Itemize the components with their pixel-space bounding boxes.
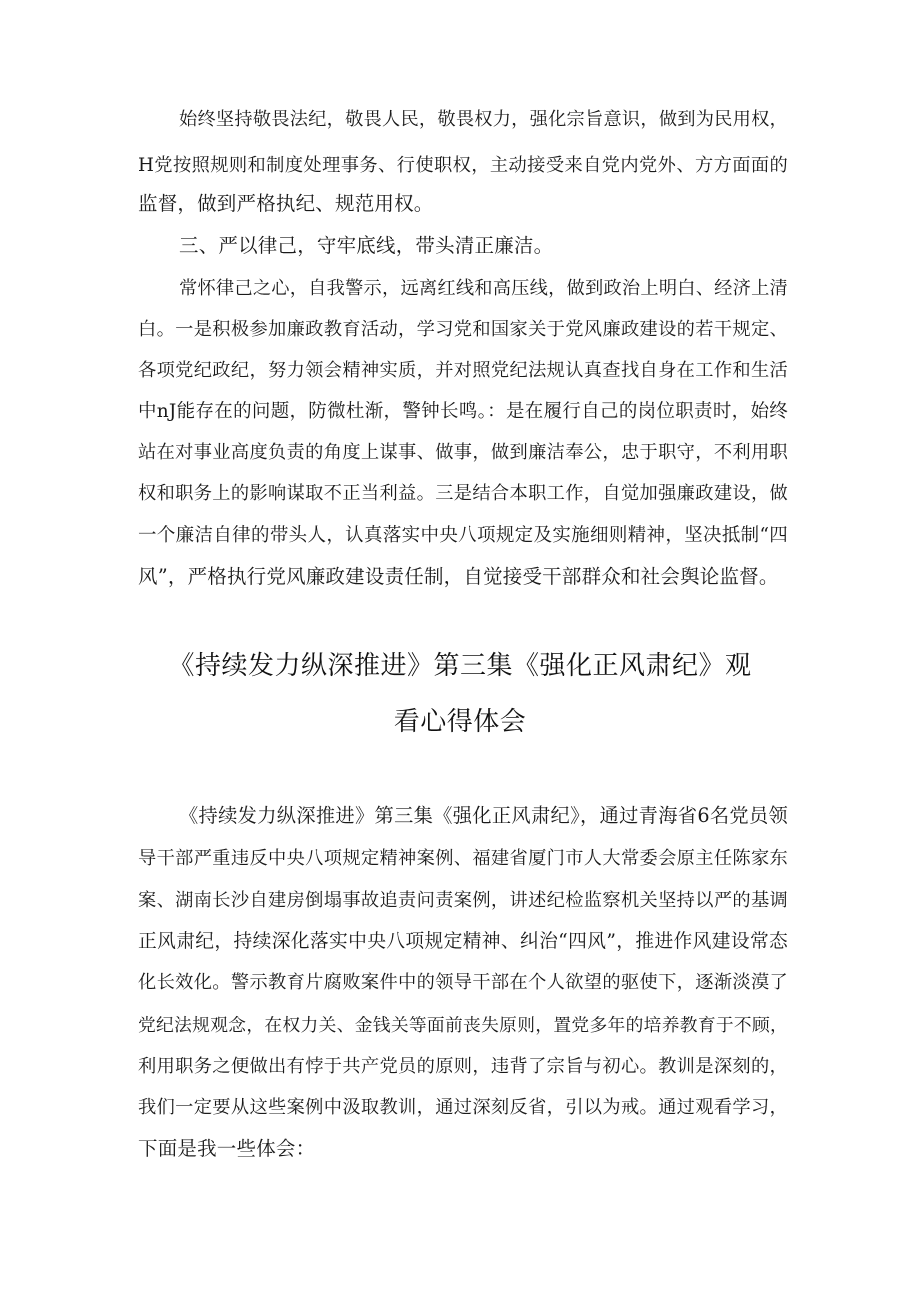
paragraph-line: 各项党纪政纪，努力领会精神实质，并对照党纪法规认真查找自身在工作和生活 [138,360,788,381]
paragraph-line: 风”，严格执行党风廉政建设责任制，自觉接受干部群众和社会舆论监督。 [138,565,779,588]
paragraph-line: 案、湖南长沙自建房倒塌事故追责问责案例，讲述纪检监察机关坚持以严的基调 [138,890,788,911]
article-title-line-1: 《持续发力纵深推进》第三集《强化正风肃纪》观 [168,651,752,681]
paragraph-line: 一个廉洁自律的带头人，认真落实中央八项规定及实施细则精神，坚决抵制“四 [138,525,788,546]
paragraph-line: 《持续发力纵深推进》第三集《强化正风肃纪》，通过青海省6名党员领 [179,804,788,827]
paragraph-line: H党按照规则和制度处理事务、行使职权，主动接受来自党内党外、方方面面的 [138,155,788,176]
paragraph-line: 中nJ能存在的问题，防微杜渐，警钟长鸣。：是在履行自己的岗位职责时，始终 [138,401,788,422]
paragraph-line: 监督，做到严格执纪、规范用权。 [138,192,434,215]
paragraph-line: 利用职务之便做出有悖于共产党员的原则，违背了宗旨与初心。教训是深刻的， [138,1056,788,1077]
paragraph-line: 化长效化。警示教育片腐败案件中的领导干部在个人欲望的驱使下，逐渐淡漠了 [138,972,788,993]
paragraph-line: 下面是我一些体会： [138,1137,316,1160]
paragraph-line: 白。一是积极参加廉政教育活动，学习党和国家关于党风廉政建设的若干规定、 [138,319,788,340]
article-title-line-2: 看心得体会 [393,707,527,737]
paragraph-line: 正风肃纪，持续深化落实中央八项规定精神、纠治“四风”，推进作风建设常态 [138,931,788,952]
section-heading: 三、严以律己，守牢底线，带头清正廉洁。 [179,234,554,257]
paragraph-line: 始终坚持敬畏法纪，敬畏人民，敬畏权力，强化宗旨意识，做到为民用权， [179,109,788,130]
paragraph-line: 权和职务上的影响谋取不正当利益。三是结合本职工作，自觉加强廉政建设，做 [138,483,788,504]
paragraph-line: 我们一定要从这些案例中汲取教训，通过深刻反省，引以为戒。通过观看学习， [138,1097,788,1118]
paragraph-line: 导干部严重违反中央八项规定精神案例、福建省厦门市人大常委会原主任陈家东 [138,848,788,869]
paragraph-line: 党纪法规观念，在权力关、金钱关等面前丧失原则，置党多年的培养教育于不顾， [138,1016,788,1036]
paragraph-line: 常怀律己之心，自我警示，远离红线和高压线，做到政治上明白、经济上清 [179,278,788,299]
paragraph-line: 站在对事业高度负责的角度上谋事、做事，做到廉洁奉公，忠于职守，不利用职 [138,442,788,463]
